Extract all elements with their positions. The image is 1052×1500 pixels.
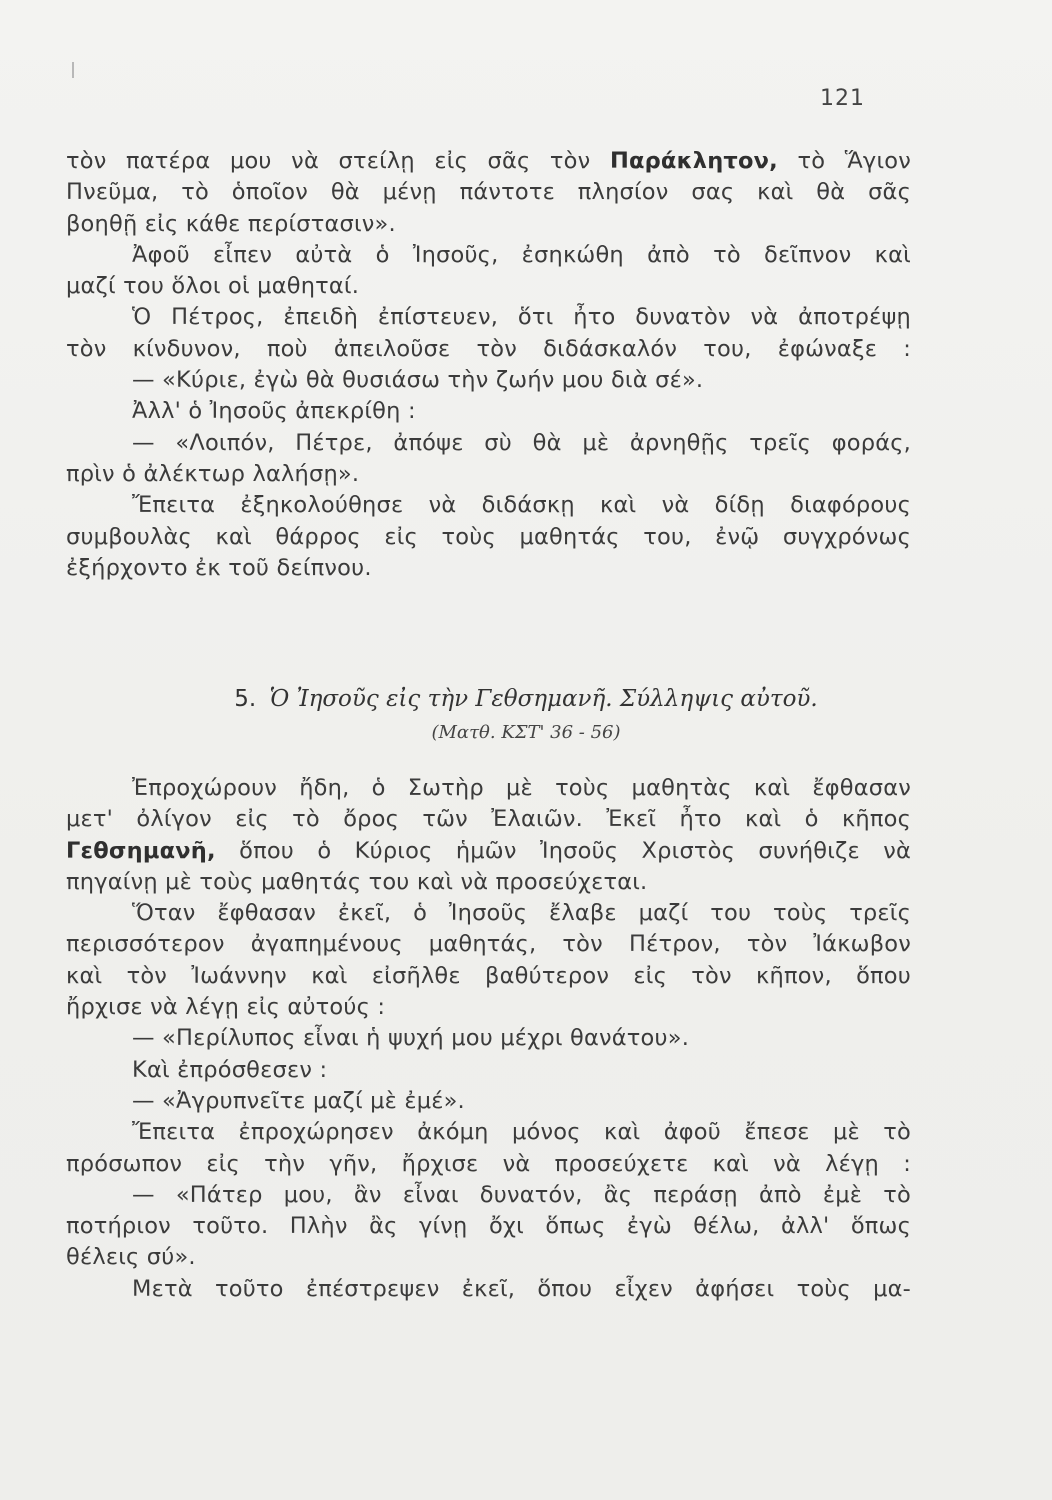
text-line — [66, 553, 911, 584]
text-run: — «Περίλυπος εἶναι ἡ ψυχή μου μέχρι θανάτου». — [132, 1025, 690, 1052]
text-run: βοηθῇ εἰς κάθε περίστασιν». — [66, 210, 396, 237]
text-run: Ἔπειτα ἐπροχώρησεν ἀκόμη μόνος καὶ ἀφοῦ ἔπεσε μὲ τὸ — [132, 1119, 911, 1146]
text-line — [66, 1149, 911, 1180]
text-run: Ἀφοῦ εἶπεν αὐτὰ ὁ Ἰησοῦς, ἐσηκώθη ἀπὸ τὸ δεῖπνον καὶ — [132, 241, 911, 268]
text-run: ὅπου ὁ Κύριος ἡμῶν Ἰησοῦς Χριστὸς συνήθιζε νὰ — [215, 837, 911, 864]
text-run: μαζί του ὅλοι οἱ μαθηταί. — [66, 273, 360, 300]
text-run: — «Λοιπόν, Πέτρε, ἀπόψε σὺ θὰ μὲ ἀρνηθῇς τρεῖς φοράς, — [132, 429, 911, 456]
text-line — [66, 898, 911, 929]
text-run: — «Πάτερ μου, ἂν εἶναι δυνατόν, ἂς περάσῃ ἀπὸ ἐμὲ τὸ — [132, 1181, 911, 1208]
text-run: μετ' ὀλίγον εἰς τὸ ὄρος τῶν Ἐλαιῶν. Ἐκεῖ ἦτο καὶ ὁ κῆπος — [66, 806, 911, 833]
text-line — [66, 396, 911, 427]
text-line — [66, 428, 911, 459]
text-line — [66, 804, 911, 835]
text-line — [66, 1180, 911, 1211]
text-line — [66, 867, 911, 898]
section-title: Ὁ Ἰησοῦς εἰς τὴν Γεθσημανῆ. Σύλληψις αὐτοῦ. — [269, 686, 818, 712]
section-heading — [0, 686, 1052, 712]
text-line — [66, 1274, 911, 1305]
text-line — [66, 177, 911, 208]
text-run: — «Ἀγρυπνεῖτε μαζί μὲ ἐμέ». — [132, 1087, 465, 1114]
text-line — [66, 459, 911, 490]
text-run: — «Κύριε, ἐγὼ θὰ θυσιάσω τὴν ζωήν μου διὰ σέ». — [132, 367, 704, 394]
section-reference: (Ματθ. ΚΣΤ' 36 - 56) — [431, 722, 621, 743]
text-run: Ὁ Πέτρος, ἐπειδὴ ἐπίστευεν, ὅτι ἦτο δυνατὸν νὰ ἀποτρέψῃ — [132, 304, 911, 331]
text-line — [66, 209, 911, 240]
text-line — [66, 240, 911, 271]
text-run: πηγαίνῃ μὲ τοὺς μαθητάς του καὶ νὰ προσεύχεται. — [66, 868, 648, 895]
text-run: περισσότερον ἀγαπημένους μαθητάς, τὸν Πέτρον, τὸν Ἰάκωβον — [66, 931, 911, 958]
page-number: 121 — [820, 86, 865, 111]
text-run: Μετὰ τοῦτο ἐπέστρεψεν ἐκεῖ, ὅπου εἶχεν ἀφήσει τοὺς μα- — [132, 1275, 911, 1302]
text-line — [66, 334, 911, 365]
text-line — [66, 271, 911, 302]
section-number: 5. — [234, 686, 257, 712]
text-block-bottom — [66, 773, 911, 1305]
text-line — [66, 1055, 911, 1086]
text-line — [66, 773, 911, 804]
text-run: Ἐπροχώρουν ἤδη, ὁ Σωτὴρ μὲ τοὺς μαθητὰς καὶ ἔφθασαν — [132, 775, 911, 801]
text-run: καὶ τὸν Ἰωάννην καὶ εἰσῆλθε βαθύτερον εἰς τὸν κῆπον, ὅπου — [66, 962, 911, 989]
emphasized-word: Γεθσημανῆ, — [66, 837, 216, 864]
text-run: συμβουλὰς καὶ θάρρος εἰς τοὺς μαθητάς του, ἐνῷ συγχρόνως — [66, 523, 911, 550]
text-line — [66, 522, 911, 553]
text-run: Ἀλλ' ὁ Ἰησοῦς ἀπεκρίθη : — [132, 398, 416, 425]
text-run: Ἔπειτα ἐξηκολούθησε νὰ διδάσκῃ καὶ νὰ δίδῃ διαφόρους — [132, 492, 911, 519]
text-line — [66, 961, 911, 992]
text-run: τὸν πατέρα μου νὰ στείλῃ εἰς σᾶς τὸν — [66, 148, 610, 174]
text-run: Καὶ ἐπρόσθεσεν : — [132, 1056, 328, 1083]
text-line — [66, 1086, 911, 1117]
text-line — [66, 1242, 911, 1273]
text-line — [66, 365, 911, 396]
text-run: Πνεῦμα, τὸ ὁποῖον θὰ μένῃ πάντοτε πλησίον σας καὶ θὰ σᾶς — [66, 179, 911, 206]
scan-mark — [72, 62, 74, 78]
text-line — [66, 1023, 911, 1054]
text-line — [66, 302, 911, 333]
text-run: τὸν κίνδυνον, ποὺ ἀπειλοῦσε τὸν διδάσκαλόν του, ἐφώναξε : — [66, 335, 911, 362]
text-line — [66, 146, 911, 177]
text-run: ποτήριον τοῦτο. Πλὴν ἂς γίνῃ ὄχι ὅπως ἐγὼ θέλω, ἀλλ' ὅπως — [66, 1213, 911, 1240]
text-line — [66, 490, 911, 521]
text-line — [66, 1211, 911, 1242]
emphasized-word: Παράκλητον, — [609, 148, 778, 174]
text-run: ἐξήρχοντο ἐκ τοῦ δείπνου. — [66, 554, 372, 581]
text-run: θέλεις σύ». — [66, 1244, 196, 1271]
text-line — [66, 1117, 911, 1148]
text-run: ἤρχισε νὰ λέγῃ εἰς αὐτούς : — [66, 994, 386, 1021]
text-block-top — [66, 146, 911, 584]
text-line — [66, 992, 911, 1023]
text-run: πρόσωπον εἰς τὴν γῆν, ἤρχισε νὰ προσεύχετε καὶ νὰ λέγῃ : — [66, 1150, 911, 1177]
text-run: πρὶν ὁ ἀλέκτωρ λαλήσῃ». — [66, 460, 360, 487]
text-run: τὸ Ἅγιον — [777, 148, 911, 174]
text-line — [66, 929, 911, 960]
text-line — [66, 836, 911, 867]
text-run: Ὅταν ἔφθασαν ἐκεῖ, ὁ Ἰησοῦς ἔλαβε μαζί του τοὺς τρεῖς — [132, 900, 911, 927]
